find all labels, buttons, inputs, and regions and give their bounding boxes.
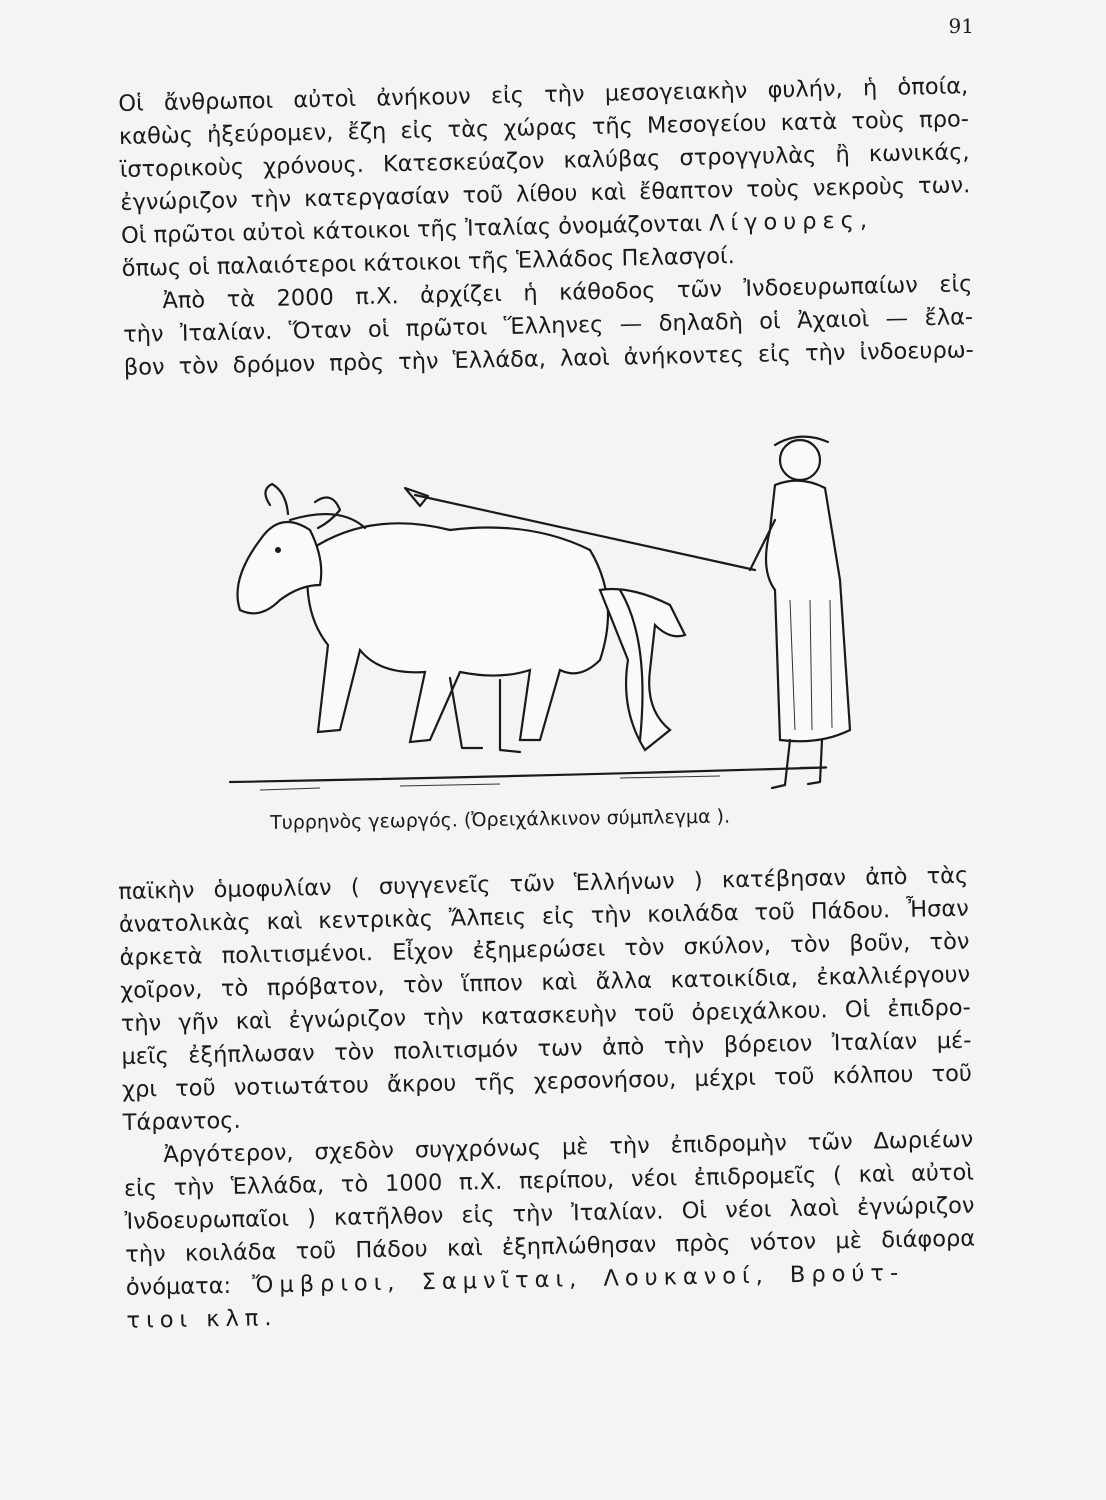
text-line: χοῖρον, τὸ πρόβατον, τὸν ἵππον καὶ ἄλλα κατοικίδια, ἐκαλλιέργουν	[119, 961, 971, 1004]
farmer-head	[780, 440, 820, 480]
text-line: ἐγνώριζον τὴν κατεργασίαν τοῦ λίθου καὶ ἔθαπτον τοὺς νεκροὺς των.	[120, 172, 971, 216]
ox-body	[307, 523, 608, 742]
figure-caption: Τυρρηνὸς γεωργός. (Ὀρειχάλκινον σύμπλεγμα ).	[270, 805, 731, 834]
tribe-name: Σαμνῖται,	[421, 1266, 583, 1296]
text-line: χρι τοῦ νοτιωτάτου ἄκρου τῆς χερσονήσου, μέχρι τοῦ κόλπου τοῦ	[121, 1060, 973, 1103]
text-line: τὴν κοιλάδα τοῦ Πάδου καὶ ἐξηπλώθησαν πρὸς νότον μὲ διάφορα	[125, 1225, 976, 1268]
farmer-tunic	[766, 481, 850, 742]
text-line: τιοι κλπ.	[126, 1305, 278, 1334]
text-line: Τάραντος.	[122, 1107, 241, 1136]
tribe-name: Βρούτ-	[789, 1259, 905, 1289]
ox-horns	[265, 484, 340, 528]
ox-rear-legs	[450, 678, 520, 752]
text-line: τὴν Ἰταλίαν. Ὅταν οἱ πρῶτοι Ἕλληνες — δηλαδὴ οἱ Ἀχαιοὶ — ἔλα-	[122, 304, 974, 348]
text-line: βον τὸν δρόμον πρὸς τὴν Ἑλλάδα, λαοὶ ἀνήκοντες εἰς τὴν ἰνδοευρω-	[123, 337, 974, 381]
text-line: Οἱ πρῶτοι αὐτοὶ κάτοικοι τῆς Ἰταλίας ὀνομάζονται	[120, 210, 703, 249]
text-line: ἀνατολικὰς καὶ κεντρικὰς Ἄλπεις εἰς τὴν κοιλάδα τοῦ Πάδου. Ἦσαν	[118, 895, 970, 938]
people-name: Λίγουρες,	[708, 207, 874, 237]
ground-hatching	[260, 776, 720, 790]
text-line: ἀρκετὰ πολιτισμένοι. Εἶχον ἐξημερώσει τὸν σκύλον, τὸν βοῦν, τὸν	[119, 928, 970, 971]
text-line: ϊστορικοὺς χρόνους. Κατεσκεύαζον καλύβας στρογγυλὰς ἢ κωνικάς,	[119, 139, 970, 183]
text-line: Ἰνδοευρωπαῖοι ) κατῆλθον εἰς τὴν Ἰταλίαν. Οἱ νέοι λαοὶ ἐγνώριζον	[124, 1192, 975, 1235]
farmer-legs	[772, 740, 822, 788]
ox-eye	[275, 547, 281, 553]
text-line: ὅπως οἱ παλαιότεροι κάτοικοι τῆς Ἑλλάδος Πελασγοί.	[121, 243, 736, 282]
tribe-name: Ὄμβριοι,	[252, 1269, 401, 1299]
text-line: Οἱ ἄνθρωποι αὐτοὶ ἀνήκουν εἰς τὴν μεσογειακὴν φυλήν, ἡ ὁποία,	[118, 73, 969, 117]
text-line: Ἀπὸ τὰ 2000 π.Χ. ἀρχίζει ἡ κάθοδος τῶν Ἰνδοευρωπαίων εἰς	[162, 271, 973, 315]
text-line: Ἀργότερον, σχεδὸν συγχρόνως μὲ τὴν ἐπιδρομὴν τῶν Δωριέων	[163, 1126, 974, 1169]
plowman-illustration	[200, 410, 880, 810]
text-line: καθὼς ἠξεύρομεν, ἔζη εἰς τὰς χώρας τῆς Μεσογείου κατὰ τοὺς προ-	[118, 106, 970, 150]
text-line: μεῖς ἐξήπλωσαν τὸν πολιτισμόν των ἀπὸ τὴν βόρειον Ἰταλίαν μέ-	[121, 1027, 972, 1070]
text-line: εἰς τὴν Ἑλλάδα, τὸ 1000 π.Χ. περίπου, νέοι ἐπιδρομεῖς ( καὶ αὐτοὶ	[123, 1159, 975, 1202]
bottom-text	[118, 860, 977, 1338]
text-line: τὴν γῆν καὶ ἐγνώριζον τὴν κατασκευὴν τοῦ ὀρειχάλκου. Οἱ ἐπιδρο-	[120, 994, 971, 1037]
text-line: παϊκὴν ὁμοφυλίαν ( συγγενεῖς τῶν Ἑλλήνων ) κατέβησαν ἀπὸ τὰς	[118, 862, 969, 905]
tribe-name: Λουκανοί,	[603, 1262, 770, 1292]
top-text	[118, 70, 974, 385]
text-line: ὀνόματα:	[125, 1272, 232, 1301]
page-number: 91	[948, 14, 974, 38]
ground-line	[230, 768, 826, 783]
